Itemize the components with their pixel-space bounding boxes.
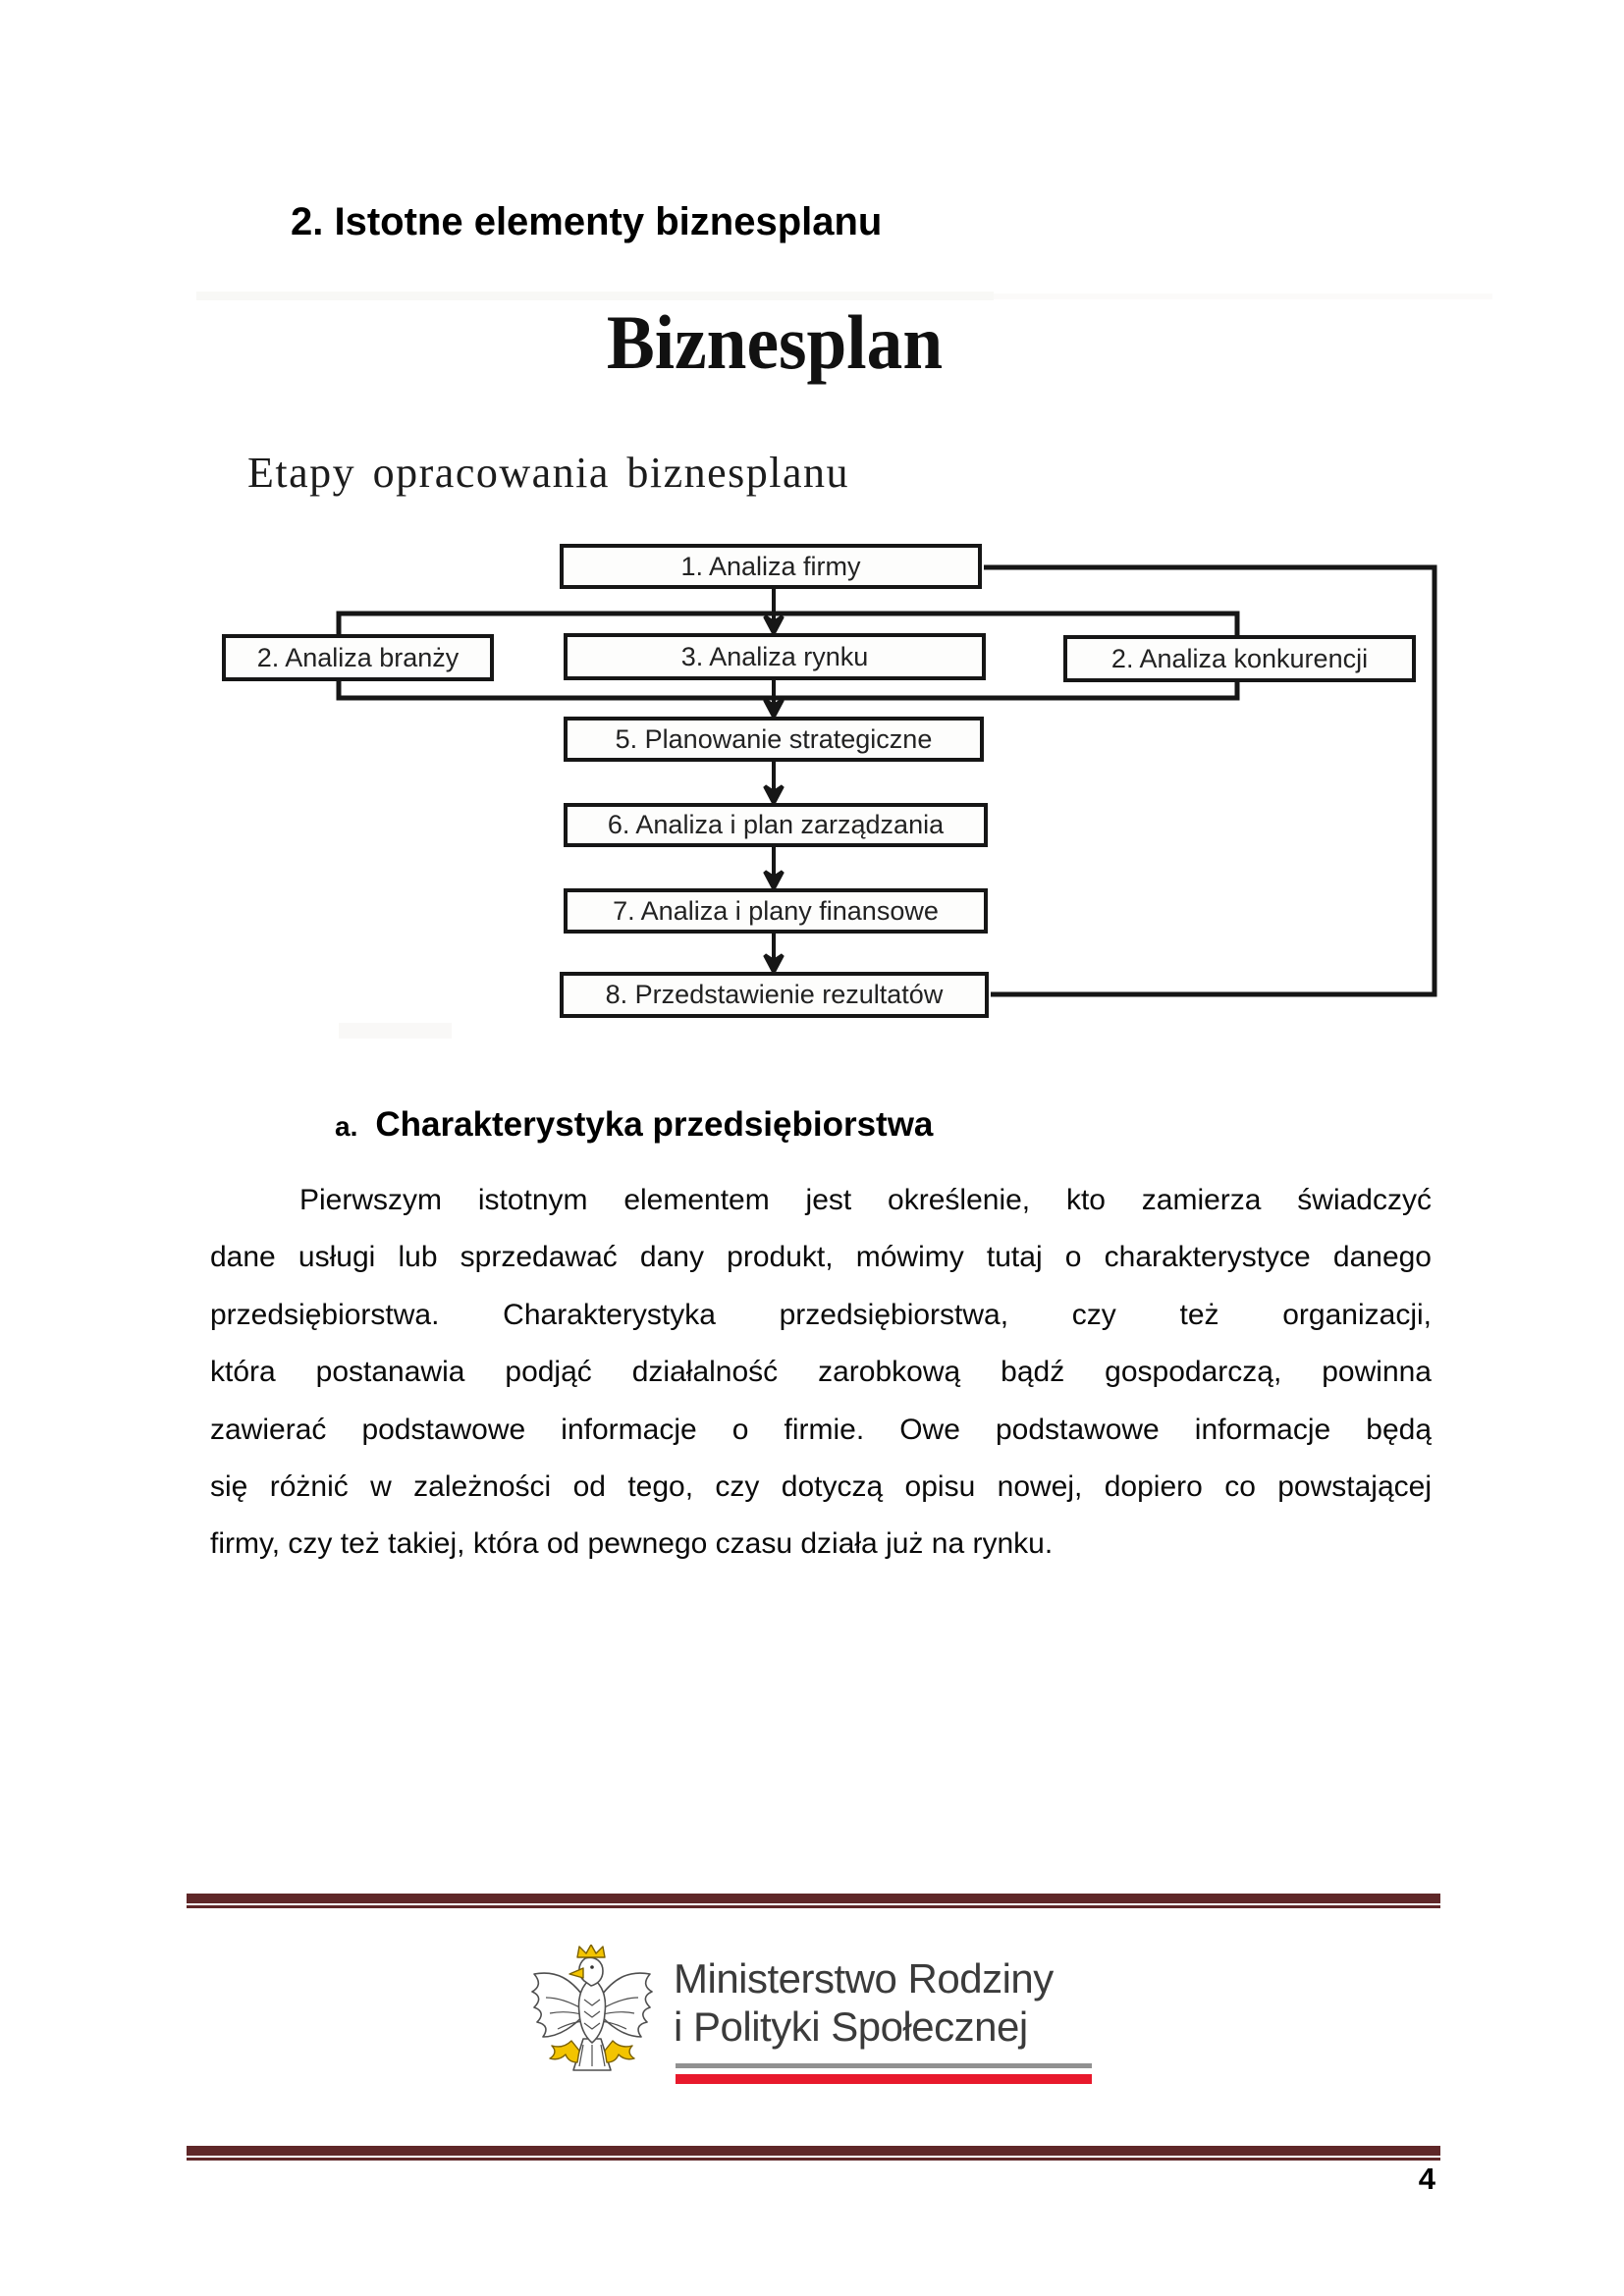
flag-stripe-red [676,2074,1092,2084]
flowchart-box-analiza-branzy: 2. Analiza branży [222,634,494,681]
footer-top-rule [187,1894,1440,1908]
flowchart-box-analiza-firmy: 1. Analiza firmy [560,544,982,589]
flowchart-box-planowanie-strategiczne: 5. Planowanie strategiczne [564,717,984,762]
ministry-name-line1: Ministerstwo Rodziny [674,1955,1054,2002]
flowchart-connectors [216,535,1453,1045]
page-heading: 2. Istotne elementy biznesplanu [291,200,883,243]
paragraph-line: zawierać podstawowe informacje o firmie. Owe podstawowe informacje będą [210,1413,1432,1446]
footer-bottom-rule [187,2146,1440,2161]
paragraph-line: Pierwszym istotnym elementem jest określenie, kto zamierza świadczyć [299,1184,1432,1216]
paragraph-line: która postanawia podjąć działalność zarobkową bądź gospodarczą, powinna [210,1356,1432,1389]
paragraph-line: się różnić w zależności od tego, czy dotyczą opisu nowej, dopiero co powstającej [210,1469,1432,1503]
section-title: Charakterystyka przedsiębiorstwa [375,1105,934,1144]
figure-subtitle: Etapy opracowania biznesplanu [247,449,850,497]
paragraph-line: przedsiębiorstwa. Charakterystyka przedsiębiorstwa, czy też organizacji, [210,1298,1432,1331]
polish-eagle-icon [526,1945,658,2084]
figure-title: Biznesplan [606,299,944,385]
ministry-name [674,1954,1054,2051]
connector-feedback-line [984,567,1435,994]
flag-stripe-gray [676,2063,1092,2068]
flowchart-box-przedstawienie-rezultatow: 8. Przedstawienie rezultatów [560,972,989,1018]
section-marker: a. [335,1111,358,1142]
flowchart [216,535,1453,1045]
flowchart-box-analiza-rynku: 3. Analiza rynku [564,633,986,680]
flowchart-box-analiza-plany-finansowe: 7. Analiza i plany finansowe [564,888,988,934]
flowchart-box-analiza-konkurencji: 2. Analiza konkurencji [1063,635,1416,682]
page-number: 4 [1418,2162,1435,2196]
flowchart-box-analiza-plan-zarzadzania: 6. Analiza i plan zarządzania [564,803,988,847]
ministry-name-line2: i Polityki Społecznej [674,2003,1028,2050]
paragraph-line: firmy, czy też takiej, która od pewnego czasu działa już na rynku. [210,1527,1054,1561]
paragraph-line: dane usługi lub sprzedawać dany produkt, mówimy tutaj o charakterystyce danego [210,1241,1432,1274]
body-paragraph [210,1172,1432,1574]
polish-eagle-emblem [526,1945,658,2084]
section-heading [335,1105,933,1145]
figure-scan-artifact [994,294,1492,299]
